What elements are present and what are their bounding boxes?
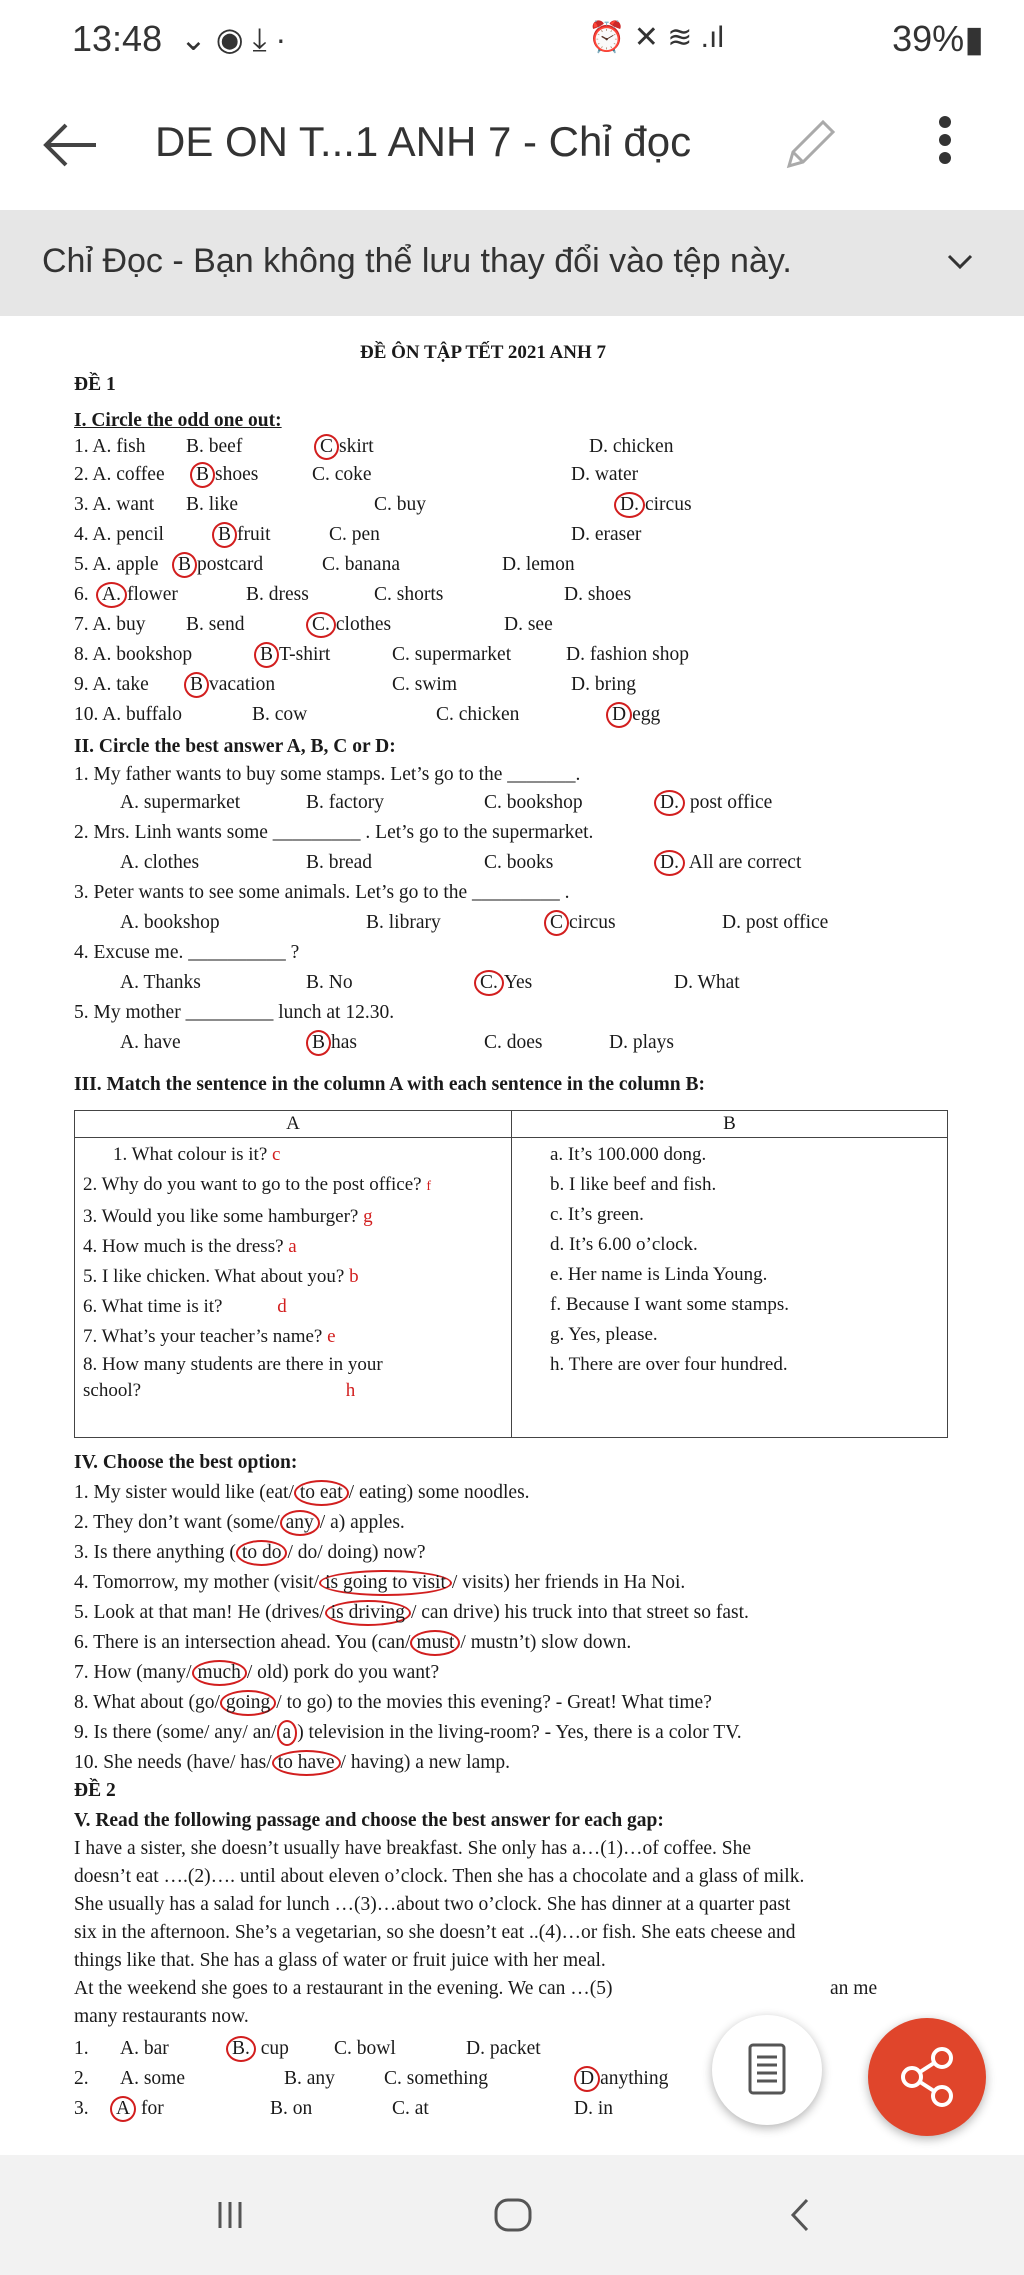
app-bar — [0, 80, 1024, 210]
passage-line: many restaurants now. — [74, 2006, 249, 2027]
table-row: b. I like beef and fish. — [550, 1174, 717, 1195]
share-icon[interactable] — [868, 2018, 986, 2136]
list-item: 3. Is there anything ( to do / do/ doing) now? — [74, 1540, 426, 1566]
table-row: e. Her name is Linda Young. — [550, 1264, 768, 1285]
table-row: 6. What time is it? d — [83, 1296, 287, 1317]
passage-line: doesn’t eat ….(2)…. until about eleven o’clock. Then she has a chocolate and a glass of milk. — [74, 1866, 805, 1887]
recents-icon[interactable] — [205, 2190, 255, 2240]
doc-heading: ĐỀ ÔN TẬP TẾT 2021 ANH 7 — [360, 342, 607, 363]
table-row: c. It’s green. — [550, 1204, 644, 1225]
battery-level: 39%▮ — [892, 18, 984, 59]
passage-line: At the weekend she goes to a restaurant in the evening. We can …(5) — [74, 1978, 613, 1999]
passage-line: things like that. She has a glass of water or fruit juice with her meal. — [74, 1950, 606, 1971]
pencil-icon[interactable] — [775, 110, 845, 180]
list-item: 4. Tomorrow, my mother (visit/ is going to visit / visits) her friends in Ha Noi. — [74, 1570, 685, 1596]
list-item: 7. How (many/ much / old) pork do you want? — [74, 1660, 439, 1686]
question: 5. My mother _________ lunch at 12.30. — [74, 1002, 395, 1023]
question: 2. Mrs. Linh wants some _________ . Let’s go to the supermarket. — [74, 822, 594, 843]
system-status-icons: ⏰ ✕ ≋ .ıl — [588, 21, 724, 54]
document-page[interactable]: ĐỀ ÔN TẬP TẾT 2021 ANH 7 ĐỀ 1 I. Circle the odd one out: 1. A. fish B. beef C skirt D. chicken 2. A. coffee B shoes C. coke D. water 3. A. want B. like C. buy D. circus 4. A. pencil B fruit C. pen D. eraser 5. A. apple B postcard C. banana D. lemon 6. A. flower B. dress C. shorts D. shoes 7. A. buy B. send C. clothes D. see 8. A. bookshop B T-shirt C. supermarket D. fashion shop 9. A. take B vacation C. swim D. bring 10. A. buffalo B. cow C. chicken D egg II. Circle the best answer A, B, C or D: 1. My father wants to buy some stamps. Let’s go to the _______. A. supermarket B. factory C. bookshop D. post office 2. Mrs. Linh wants some _________ . Let’s go to the supermarket. A. clothes B. bread C. books D. All are correct 3. Peter wants to see some animals. Let’s go to the _________ . A. bookshop B. library C circus D. post office 4. Excuse me. __________ ? A. Thanks B. No C. Yes D. What 5. My mother _________ lunch at 12.30. A. have B has C. does D. plays III. Match the sentence in the column A with each sentence in the column B: A B 1. What colour is it? c 2. Why do you want to go to the post office? f 3. Would you like some hamburger? g 4. How much is the dress? a 5. I like chicken. What about you? b 6. What time is it? d 7. What’s your teacher’s name? e 8. How many students are there in your school? h a. It’s 100.000 dong. b. I like beef and fish. c. It’s green. d. It’s 6.00 o’clock. e. Her name is Linda Young. f. Because I want some stamps. g. Yes, please. h. There are over four hundred. IV. Choose the best option: 1. My sister would like (eat/ to eat / eating) some noodles. 2. They don’t want (some/ any / a) apples. 3. Is there anything ( to do / do/ doing) now? 4. Tomorrow, my mother (visit/ is going to visit / visits) her friends in Ha Noi. 5. Look at that man! He (drives/ is driving / can drive) his truck into that street so fast. 6. There is an intersection ahead. You (can/ must / mustn’t) slow down. 7. How (many/ much / old) pork do you want? 8. What about (go/ going / to go) to the movies this evening? - Great! What time? 9. Is there (some/ any/ an/ a ) television in the living-room? - Yes, there is a color TV. 10. She needs (have/ has/ to have / having) a new lamp. ĐỀ 2 V. Read the following passage and choose the best answer for each gap: I have a sister, she doesn’t usually have breakfast. She only has a…(1)…of coffee. She doesn’t eat ….(2)…. until about eleven o’clock. Then she has a chocolate and a glass of milk. She usually has a salad for lunch …(3)…about two o’clock. She has dinner at a quarter past six in the afternoon. She’s a vegetarian, so she doesn’t eat ..(4)…or fish. She eats cheese and things like that. She has a glass of water or fruit juice with her meal. At the weekend she goes to a restaurant in the evening. We can …(5) an me many restaurants now. 1. A. bar B. cup C. bowl D. packet 2. A. some B. any C. something D anything 3. A for B. on C. at D. in — [60, 330, 960, 2155]
table-row: f. Because I want some stamps. — [550, 1294, 790, 1315]
list-item: 8. What about (go/ going / to go) to the movies this evening? - Great! What time? — [74, 1690, 712, 1716]
table-row: 5. I like chicken. What about you? b — [83, 1266, 359, 1287]
list-item: 5. Look at that man! He (drives/ is driving / can drive) his truck into that street so fast. — [74, 1600, 749, 1626]
list-item: 1. My sister would like (eat/ to eat / eating) some noodles. — [74, 1480, 530, 1506]
section-heading: III. Match the sentence in the column A with each sentence in the column B: — [74, 1074, 706, 1095]
exam-label: ĐỀ 1 — [74, 374, 116, 395]
passage-line: I have a sister, she doesn’t usually have breakfast. She only has a…(1)…of coffee. She — [74, 1838, 752, 1859]
table-row: d. It’s 6.00 o’clock. — [550, 1234, 698, 1255]
status-bar — [0, 0, 1024, 80]
column-a-cell — [75, 1138, 512, 1438]
list-item: 2. They don’t want (some/ any / a) apples. — [74, 1510, 405, 1536]
table-row: 1. What colour is it? c — [113, 1144, 281, 1165]
passage-line: She usually has a salad for lunch …(3)…about two o’clock. She has dinner at a quarter past — [74, 1894, 791, 1915]
system-nav-bar — [0, 2155, 1024, 2275]
table-row: 7. What’s your teacher’s name? e — [83, 1326, 336, 1347]
list-item: 10. She needs (have/ has/ to have / having) a new lamp. — [74, 1750, 510, 1776]
table-row: 3. Would you like some hamburger? g — [83, 1206, 373, 1227]
status-time: 13:48 — [72, 18, 163, 59]
list-item: 9. Is there (some/ any/ an/ a ) television in the living-room? - Yes, there is a color TV. — [74, 1720, 742, 1746]
passage-line-tail: an me — [830, 1978, 878, 1999]
column-b-cell — [512, 1138, 948, 1438]
table-row: g. Yes, please. — [550, 1324, 658, 1345]
list-item: 6. There is an intersection ahead. You (can/ must / mustn’t) slow down. — [74, 1630, 631, 1656]
read-only-banner[interactable] — [0, 210, 1024, 316]
question: 4. Excuse me. __________ ? — [74, 942, 300, 963]
question: 3. Peter wants to see some animals. Let’s go to the _________ . — [74, 882, 570, 903]
section-heading: V. Read the following passage and choose the best answer for each gap: — [74, 1810, 664, 1831]
table-row: 8. How many students are there in your — [83, 1354, 383, 1375]
document-reader-icon[interactable] — [712, 2015, 822, 2125]
read-only-message: Chỉ Đọc - Bạn không thể lưu thay đổi vào tệp này. — [42, 242, 792, 280]
exam-label: ĐỀ 2 — [74, 1780, 116, 1801]
passage-line: six in the afternoon. She’s a vegetarian, so she doesn’t eat ..(4)…or fish. She eats cheese and — [74, 1922, 796, 1943]
back-arrow-icon[interactable] — [36, 110, 106, 180]
table-row: h. There are over four hundred. — [550, 1354, 788, 1375]
table-row: 2. Why do you want to go to the post office? f — [83, 1174, 432, 1195]
table-row: a. It’s 100.000 dong. — [550, 1144, 707, 1165]
matching-table — [74, 1110, 948, 1438]
document-title: DE ON T...1 ANH 7 - Chỉ đọc — [155, 118, 692, 165]
question: 1. My father wants to buy some stamps. Let’s go to the _______. — [74, 764, 581, 785]
column-a-header: A — [75, 1111, 512, 1138]
section-heading: I. Circle the odd one out: — [74, 410, 282, 431]
nav-back-icon[interactable] — [775, 2190, 825, 2240]
home-icon[interactable] — [488, 2190, 538, 2240]
more-vert-icon[interactable] — [925, 110, 965, 180]
notification-icons: ⌄ ◉ ⤓ · — [180, 21, 287, 57]
section-heading: II. Circle the best answer A, B, C or D: — [74, 736, 396, 757]
section-heading: IV. Choose the best option: — [74, 1452, 298, 1473]
table-row: 4. How much is the dress? a — [83, 1236, 297, 1257]
chevron-down-icon[interactable] — [935, 236, 985, 286]
column-b-header: B — [512, 1111, 948, 1138]
table-row: school? h — [83, 1380, 356, 1401]
